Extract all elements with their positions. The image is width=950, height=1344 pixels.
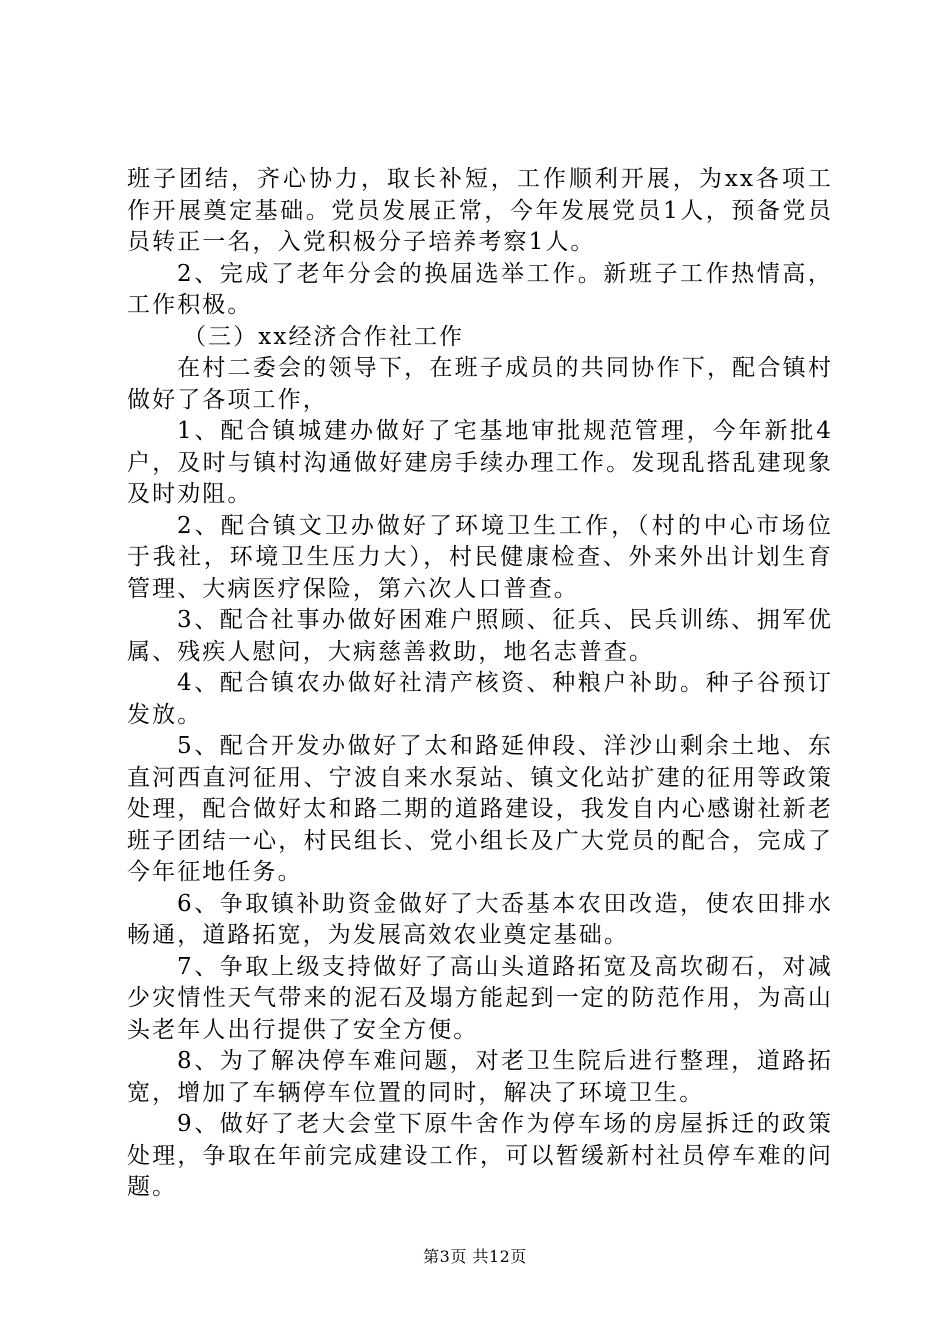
paragraph-item-8: 8、为了解决停车难问题，对老卫生院后进行整理，道路拓宽，增加了车辆停车位置的同时，解决了环境卫生。: [127, 1048, 833, 1106]
paragraph-item-7: 7、争取上级支持做好了高山头道路拓宽及高坎砌石，对减少灾情性天气带来的泥石及塌方能起到一定的防范作用，为高山头老年人出行提供了安全方便。: [127, 953, 833, 1043]
document-body: [127, 164, 833, 1204]
page-number-footer: 第3页 共12页: [423, 1247, 527, 1266]
paragraph-item-2: 2、配合镇文卫办做好了环境卫生工作，（村的中心市场位于我社，环境卫生压力大），村民健康检查、外来外出计划生育管理、大病医疗保险，第六次人口普查。: [127, 512, 833, 602]
paragraph-item-4: 4、配合镇农办做好社清产核资、种粮户补助。种子谷预订发放。: [127, 670, 833, 728]
paragraph-item-1: 1、配合镇城建办做好了宅基地审批规范管理，今年新批4户，及时与镇村沟通做好建房手续办理工作。发现乱搭乱建现象及时劝阻。: [127, 418, 833, 507]
paragraph-item-5: 5、配合开发办做好了太和路延伸段、洋沙山剩余土地、东直河西直河征用、宁波自来水泵站、镇文化站扩建的征用等政策处理，配合做好太和路二期的道路建设，我发自内心感谢社新老班子团结一心，村民组长、党小组长及广大党员的配合，完成了今年征地任务。: [127, 733, 833, 885]
paragraph-item-9: 9、做好了老大会堂下原牛舍作为停车场的房屋拆迁的政策处理，争取在年前完成建设工作，可以暂缓新村社员停车难的问题。: [127, 1111, 833, 1200]
section-heading-cooperative: （三）xx经济合作社工作: [183, 323, 465, 350]
paragraph-continuation: 班子团结，齐心协力，取长补短，工作顺利开展，为xx各项工作开展奠定基础。党员发展正常，今年发展党员1人，预备党员员转正一名，入党积极分子培养考察1人。: [127, 166, 833, 255]
paragraph-item-2-election: 2、完成了老年分会的换届选举工作。新班子工作热情高，工作积极。: [127, 260, 833, 318]
paragraph-item-6: 6、争取镇补助资金做好了大岙基本农田改造，使农田排水畅通，道路拓宽，为发展高效农业奠定基础。: [127, 890, 833, 948]
paragraph-intro: 在村二委会的领导下，在班子成员的共同协作下，配合镇村做好了各项工作，: [127, 355, 833, 413]
paragraph-item-3: 3、配合社事办做好困难户照顾、征兵、民兵训练、拥军优属、残疾人慰问，大病慈善救助，地名志普查。: [127, 607, 833, 665]
